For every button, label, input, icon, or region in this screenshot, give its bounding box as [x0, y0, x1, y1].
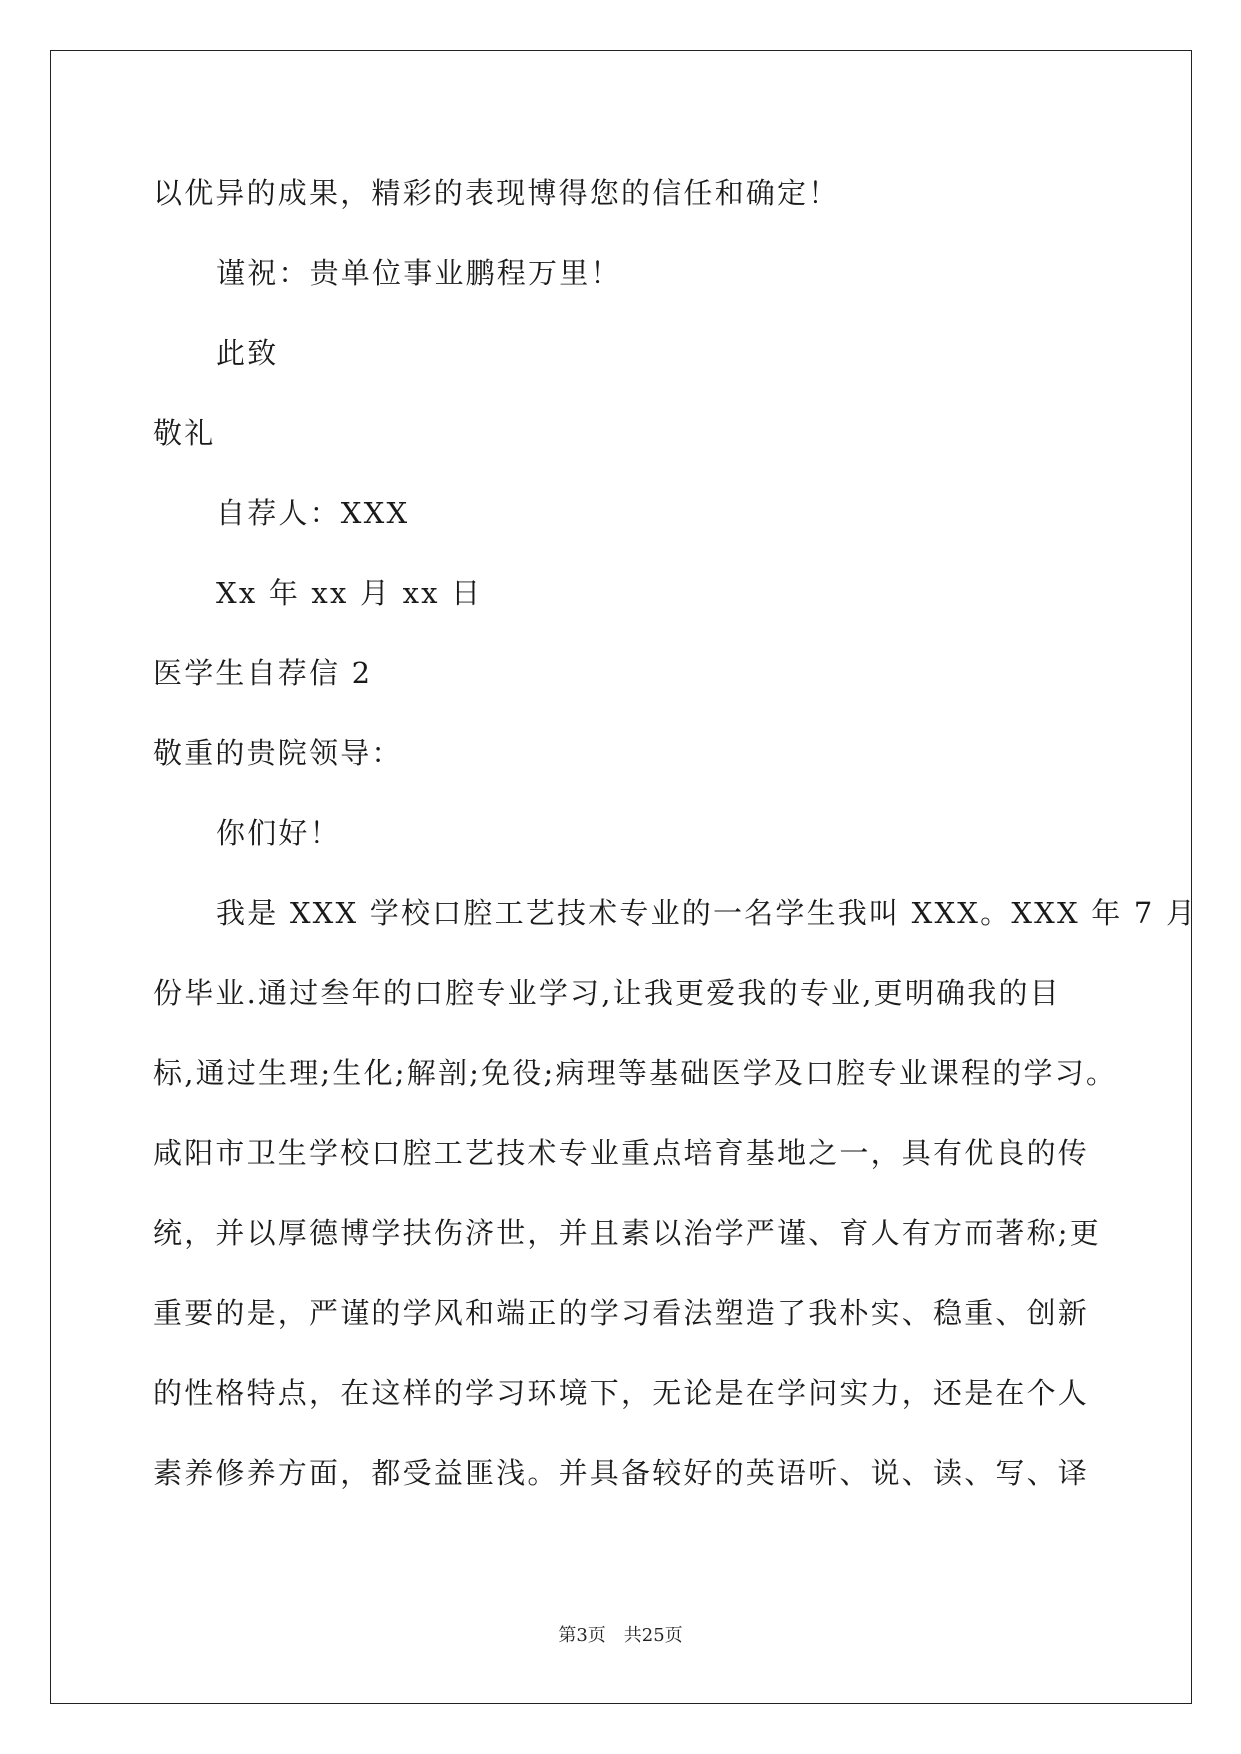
page-current: 3 — [576, 1625, 588, 1646]
greeting-hello: 你们好！ — [216, 816, 341, 850]
paragraph-line-8: 素养修养方面，都受益匪浅。并具备较好的英语听、说、读、写、译 — [153, 1456, 1090, 1490]
page-prefix: 第 — [558, 1625, 577, 1646]
paragraph-line-7: 的性格特点，在这样的学习环境下，无论是在学问实力，还是在个人 — [153, 1376, 1090, 1410]
date-line: Xx 年 xx 月 xx 日 — [216, 576, 483, 610]
body-line-1: 以优异的成果，精彩的表现博得您的信任和确定！ — [153, 176, 840, 210]
closing-wish: 谨祝：贵单位事业鹏程万里！ — [216, 256, 622, 290]
paragraph-line-1: 我是 XXX 学校口腔工艺技术专业的一名学生我叫 XXX。XXX 年 7 月 — [216, 896, 1198, 930]
closing-salutation: 此致 — [216, 336, 279, 370]
page-footer — [0, 1624, 1241, 1648]
page-suffix: 页 — [664, 1625, 683, 1646]
paragraph-line-5: 统，并以厚德博学扶伤济世，并且素以治学严谨、育人有方而著称;更 — [153, 1216, 1101, 1250]
greeting-recipient: 敬重的贵院领导： — [153, 736, 403, 770]
section-title: 医学生自荐信 2 — [153, 656, 373, 690]
paragraph-line-3: 标,通过生理;生化;解剖;免役;病理等基础医学及口腔专业课程的学习。 — [153, 1056, 1118, 1090]
closing-respect: 敬礼 — [153, 416, 216, 450]
paragraph-line-6: 重要的是，严谨的学风和端正的学习看法塑造了我朴实、稳重、创新 — [153, 1296, 1090, 1330]
page-mid: 页 共 — [587, 1625, 642, 1646]
page-total: 25 — [641, 1625, 665, 1646]
paragraph-line-4: 咸阳市卫生学校口腔工艺技术专业重点培育基地之一，具有优良的传 — [153, 1136, 1090, 1170]
paragraph-line-2: 份毕业.通过叁年的口腔专业学习,让我更爱我的专业,更明确我的目 — [153, 976, 1061, 1010]
signature: 自荐人：XXX — [216, 496, 410, 530]
